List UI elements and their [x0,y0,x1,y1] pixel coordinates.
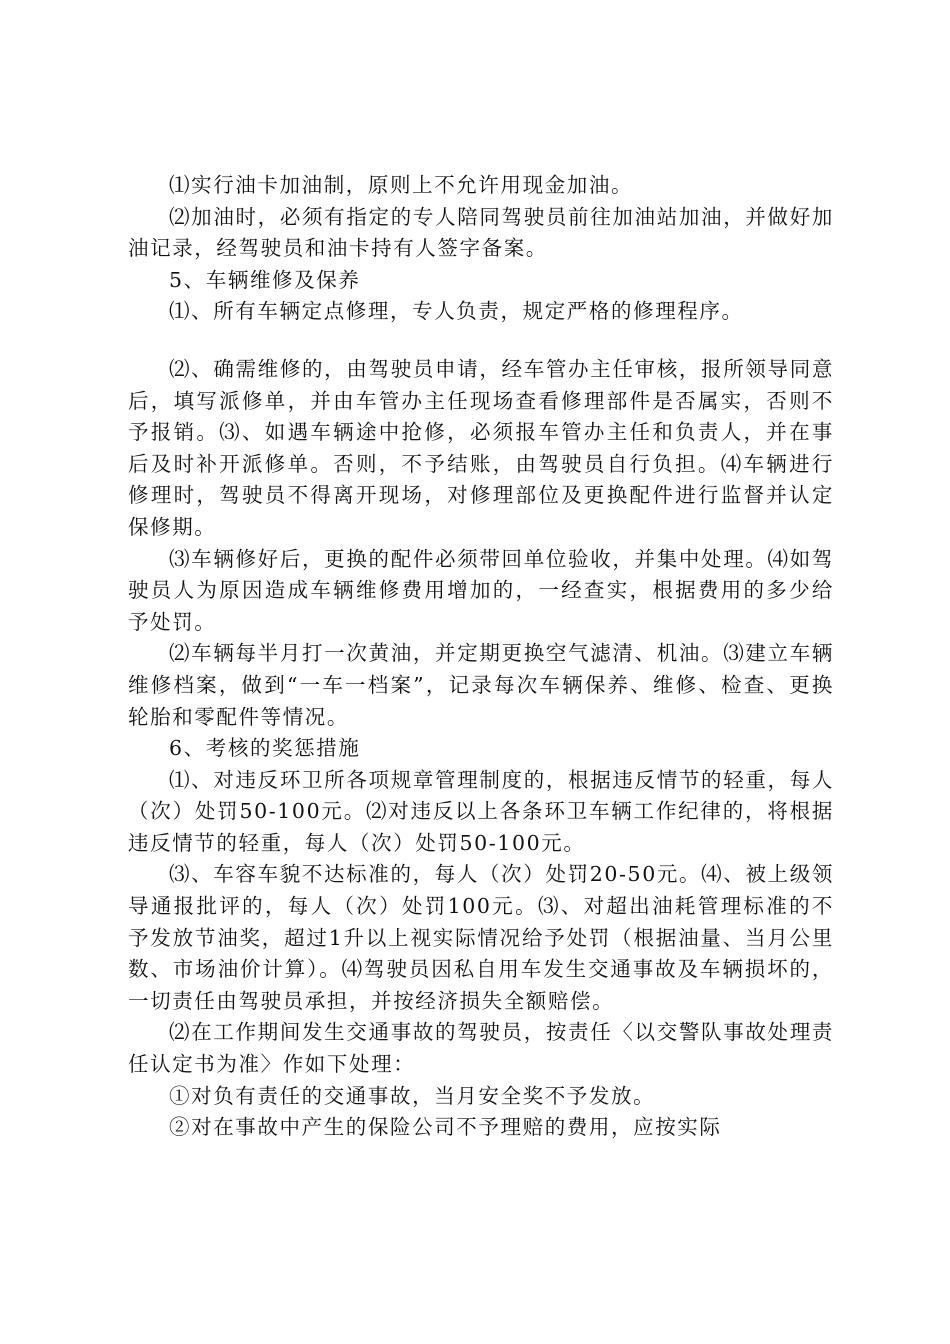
paragraph-violations: ⑴、对违反环卫所各项规章管理制度的，根据违反情节的轻重，每人（次）处罚50-100元。⑵对违反以上各条环卫车辆工作纪律的，将根据违反情节的轻重，每人（次）处罚50-100元。 [128,767,834,855]
paragraph-repair-application: ⑵、确需维修的，由驾驶员申请，经车管办主任审核，报所领导同意后，填写派修单，并由车管办主任现场查看修理部件是否属实，否则不予报销。⑶、如遇车辆途中抢修，必须报车管办主任和负责人，并在事后及时补开派修单。否则，不予结账，由驾驶员自行负担。⑷车辆进行修理时，驾驶员不得离开现场，对修理部位及更换配件进行监督并认定保修期。 [128,356,834,539]
paragraph-designated-repair: ⑴、所有车辆定点修理，专人负责，规定严格的修理程序。 [169,299,744,324]
paragraph-grease-archive: ⑵车辆每半月打一次黄油，并定期更换空气滤清、机油。⑶建立车辆维修档案，做到“一车一档案”，记录每次车辆保养、维修、检查、更换轮胎和零配件等情况。 [128,641,834,729]
paragraph-traffic-accident: ⑵在工作期间发生交通事故的驾驶员，按责任〈以交警队事故处理责任认定书为准〉作如下处理： [128,1020,834,1077]
section-heading-maintenance: 5、车辆维修及保养 [169,267,361,292]
paragraph-gap [128,328,834,354]
paragraph-refueling: ⑵加油时，必须有指定的专人陪同驾驶员前往加油站加油，并做好加油记录，经驾驶员和油卡持有人签字备案。 [128,204,834,261]
document-page [128,170,834,1144]
paragraph-appearance-penalties: ⑶、车容车貌不达标准的，每人（次）处罚20-50元。⑷、被上级领导通报批评的，每人（次）处罚100元。⑶、对超出油耗管理标准的不予发放节油奖，超过1升以上视实际情况给予处罚（根据油量、当月公里数、市场油价计算）。⑷驾驶员因私自用车发生交通事故及车辆损坏的，一切责任由驾驶员承担，并按经济损失全额赔偿。 [128,862,834,1013]
list-item-safety-bonus: ①对负有责任的交通事故，当月安全奖不予发放。 [169,1083,656,1108]
paragraph-oil-card: ⑴实行油卡加油制，原则上不允许用现金加油。 [169,173,634,197]
list-item-insurance-costs: ②对在事故中产生的保险公司不予理赔的费用，应按实际 [169,1115,722,1140]
paragraph-parts-return: ⑶车辆修好后，更换的配件必须带回单位验收，并集中处理。⑷如驾驶员人为原因造成车辆维修费用增加的，一经查实，根据费用的多少给予处罚。 [128,546,834,634]
section-heading-rewards: 6、考核的奖惩措施 [169,736,361,761]
